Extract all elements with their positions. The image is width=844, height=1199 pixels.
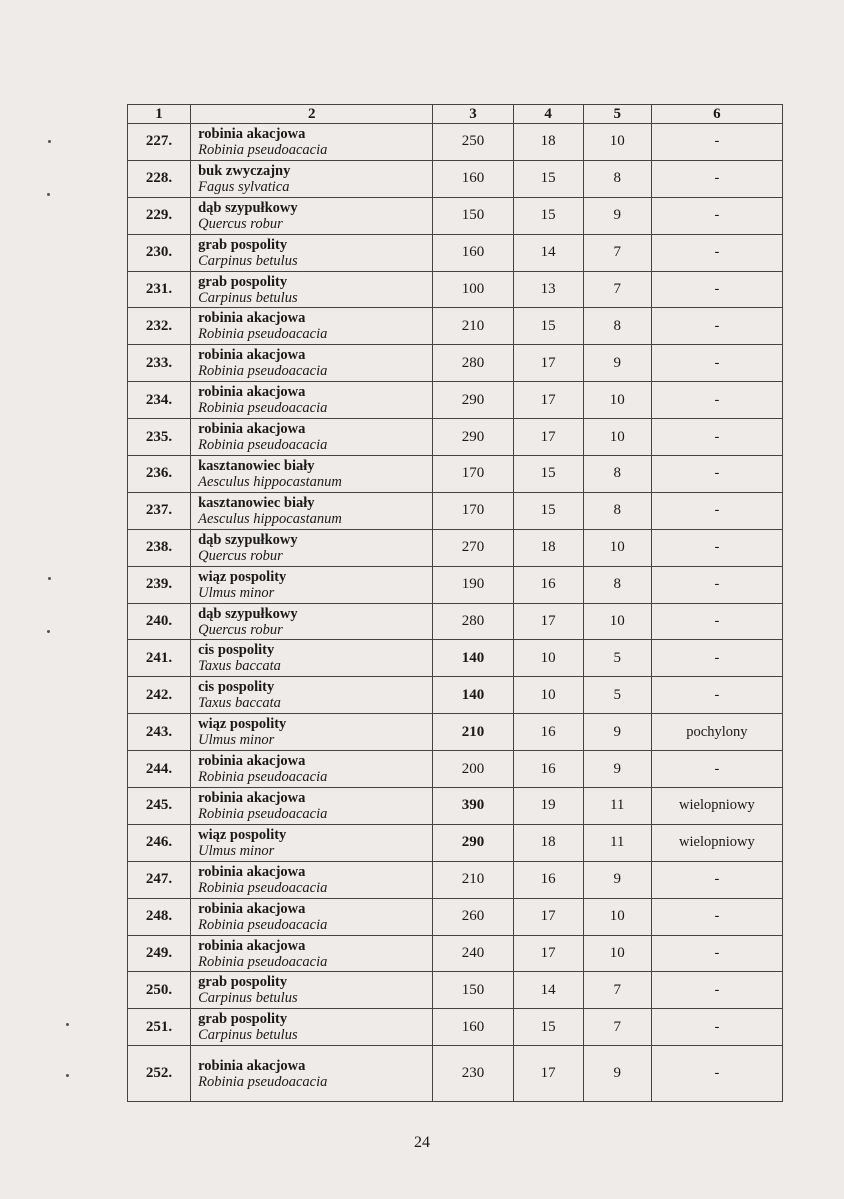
species-cell [191,824,433,861]
species-latin-name: Robinia pseudoacacia [198,879,328,896]
species-latin-name: Robinia pseudoacacia [198,916,328,933]
species-polish-name: wiąz pospolity [198,716,287,733]
value-col-4: 14 [513,234,583,271]
value-col-4: 16 [513,566,583,603]
species-latin-name: Ulmus minor [198,584,275,601]
species-polish-name: grab pospolity [198,273,288,290]
value-col-3: 150 [433,972,513,1009]
scan-speck [48,577,51,580]
species-latin-name: Taxus baccata [198,658,281,675]
value-col-5: 8 [583,308,651,345]
remarks-cell: - [651,345,782,382]
species-cell [191,308,433,345]
species-latin-name: Robinia pseudoacacia [198,326,328,343]
row-number: 247. [128,861,191,898]
species-cell [191,1046,433,1102]
value-col-5: 9 [583,861,651,898]
species-polish-name: wiąz pospolity [198,568,287,585]
remarks-cell: - [651,972,782,1009]
remarks-cell: - [651,382,782,419]
species-cell [191,640,433,677]
value-col-4: 15 [513,160,583,197]
table-row [128,898,783,935]
value-col-3: 150 [433,197,513,234]
table-row [128,197,783,234]
species-latin-name: Ulmus minor [198,842,275,859]
species-polish-name: grab pospolity [198,236,288,253]
table-row [128,603,783,640]
species-latin-name: Taxus baccata [198,695,281,712]
table-row [128,529,783,566]
species-cell [191,751,433,788]
value-col-3: 290 [433,419,513,456]
species-polish-name: robinia akacjowa [198,125,306,142]
value-col-4: 16 [513,714,583,751]
value-col-5: 5 [583,640,651,677]
species-latin-name: Fagus sylvatica [198,178,290,195]
value-col-5: 11 [583,788,651,825]
species-polish-name: dąb szypułkowy [198,605,298,622]
value-col-5: 10 [583,419,651,456]
species-latin-name: Robinia pseudoacacia [198,805,328,822]
scan-speck [47,193,50,196]
value-col-5: 7 [583,1009,651,1046]
value-col-3: 160 [433,1009,513,1046]
value-col-5: 10 [583,603,651,640]
row-number: 251. [128,1009,191,1046]
value-col-3: 140 [433,640,513,677]
table-row [128,972,783,1009]
species-latin-name: Ulmus minor [198,732,275,749]
remarks-cell: wielopniowy [651,824,782,861]
species-cell [191,124,433,161]
row-number: 233. [128,345,191,382]
table-row [128,271,783,308]
table-row [128,345,783,382]
remarks-cell: - [651,1009,782,1046]
table-row [128,382,783,419]
row-number: 229. [128,197,191,234]
value-col-5: 9 [583,197,651,234]
value-col-4: 16 [513,861,583,898]
row-number: 245. [128,788,191,825]
species-latin-name: Robinia pseudoacacia [198,769,328,786]
remarks-cell: - [651,529,782,566]
value-col-4: 17 [513,382,583,419]
species-cell [191,382,433,419]
remarks-cell: wielopniowy [651,788,782,825]
species-cell [191,529,433,566]
value-col-4: 18 [513,124,583,161]
value-col-3: 270 [433,529,513,566]
value-col-5: 7 [583,972,651,1009]
table-row [128,861,783,898]
species-polish-name: robinia akacjowa [198,421,306,438]
row-number: 238. [128,529,191,566]
value-col-5: 10 [583,124,651,161]
column-header-5: 5 [583,105,651,124]
value-col-4: 16 [513,751,583,788]
table-body [128,124,783,1102]
row-number: 240. [128,603,191,640]
species-polish-name: robinia akacjowa [198,937,306,954]
value-col-5: 10 [583,898,651,935]
species-cell [191,677,433,714]
species-cell [191,935,433,972]
table-row [128,234,783,271]
value-col-4: 15 [513,492,583,529]
value-col-4: 15 [513,456,583,493]
table-row [128,419,783,456]
species-cell [191,271,433,308]
value-col-3: 170 [433,456,513,493]
value-col-4: 19 [513,788,583,825]
page-number: 24 [414,1134,430,1151]
value-col-5: 9 [583,1046,651,1102]
table-row [128,935,783,972]
remarks-cell: - [651,677,782,714]
species-polish-name: cis pospolity [198,642,275,659]
column-header-1: 1 [128,105,191,124]
table-row [128,1009,783,1046]
column-header-4: 4 [513,105,583,124]
value-col-3: 280 [433,345,513,382]
species-cell [191,492,433,529]
value-col-3: 100 [433,271,513,308]
value-col-3: 290 [433,824,513,861]
value-col-3: 210 [433,308,513,345]
remarks-cell: - [651,935,782,972]
table-row [128,640,783,677]
value-col-5: 10 [583,529,651,566]
species-polish-name: grab pospolity [198,974,288,991]
value-col-3: 200 [433,751,513,788]
table-row [128,788,783,825]
species-polish-name: kasztanowiec biały [198,457,315,474]
column-header-6: 6 [651,105,782,124]
remarks-cell: - [651,160,782,197]
species-latin-name: Robinia pseudoacacia [198,400,328,417]
species-latin-name: Robinia pseudoacacia [198,363,328,380]
scan-speck [48,140,51,143]
value-col-4: 17 [513,1046,583,1102]
species-polish-name: robinia akacjowa [198,863,306,880]
value-col-3: 230 [433,1046,513,1102]
value-col-4: 15 [513,1009,583,1046]
species-latin-name: Aesculus hippocastanum [198,510,342,527]
value-col-5: 7 [583,271,651,308]
value-col-3: 210 [433,714,513,751]
value-col-4: 17 [513,419,583,456]
value-col-4: 10 [513,677,583,714]
species-polish-name: robinia akacjowa [198,753,306,770]
row-number: 237. [128,492,191,529]
value-col-3: 260 [433,898,513,935]
row-number: 243. [128,714,191,751]
value-col-4: 17 [513,935,583,972]
species-polish-name: robinia akacjowa [198,384,306,401]
value-col-3: 190 [433,566,513,603]
row-number: 239. [128,566,191,603]
value-col-5: 8 [583,566,651,603]
species-polish-name: robinia akacjowa [198,310,306,327]
species-polish-name: robinia akacjowa [198,789,306,806]
row-number: 249. [128,935,191,972]
row-number: 231. [128,271,191,308]
value-col-5: 9 [583,714,651,751]
value-col-5: 9 [583,751,651,788]
value-col-5: 10 [583,382,651,419]
species-latin-name: Carpinus betulus [198,289,298,306]
species-polish-name: robinia akacjowa [198,347,306,364]
species-polish-name: grab pospolity [198,1011,288,1028]
value-col-3: 390 [433,788,513,825]
species-cell [191,1009,433,1046]
value-col-4: 17 [513,898,583,935]
value-col-4: 15 [513,197,583,234]
table-row [128,714,783,751]
species-polish-name: dąb szypułkowy [198,531,298,548]
row-number: 230. [128,234,191,271]
species-latin-name: Quercus robur [198,215,283,232]
row-number: 242. [128,677,191,714]
remarks-cell: - [651,751,782,788]
remarks-cell: - [651,898,782,935]
remarks-cell: - [651,124,782,161]
row-number: 236. [128,456,191,493]
remarks-cell: - [651,640,782,677]
species-polish-name: cis pospolity [198,679,275,696]
row-number: 235. [128,419,191,456]
scan-speck [66,1074,69,1077]
remarks-cell: - [651,234,782,271]
species-cell [191,714,433,751]
value-col-3: 290 [433,382,513,419]
row-number: 250. [128,972,191,1009]
table-row [128,124,783,161]
row-number: 228. [128,160,191,197]
species-cell [191,197,433,234]
value-col-5: 8 [583,456,651,493]
table-row [128,308,783,345]
trees-table [127,104,783,1102]
row-number: 232. [128,308,191,345]
table-row [128,456,783,493]
value-col-5: 9 [583,345,651,382]
species-polish-name: buk zwyczajny [198,162,291,179]
value-col-4: 10 [513,640,583,677]
value-col-4: 14 [513,972,583,1009]
remarks-cell: - [651,1046,782,1102]
table-row [128,1046,783,1102]
remarks-cell: - [651,492,782,529]
row-number: 248. [128,898,191,935]
species-cell [191,603,433,640]
species-latin-name: Robinia pseudoacacia [198,437,328,454]
species-cell [191,419,433,456]
remarks-cell: - [651,197,782,234]
table-row [128,160,783,197]
remarks-cell: - [651,566,782,603]
remarks-cell: - [651,271,782,308]
species-latin-name: Quercus robur [198,621,283,638]
species-polish-name: wiąz pospolity [198,826,287,843]
remarks-cell: - [651,419,782,456]
scan-speck [47,630,50,633]
value-col-3: 280 [433,603,513,640]
row-number: 246. [128,824,191,861]
value-col-3: 140 [433,677,513,714]
species-polish-name: dąb szypułkowy [198,199,298,216]
value-col-5: 8 [583,160,651,197]
row-number: 244. [128,751,191,788]
value-col-4: 17 [513,345,583,382]
value-col-4: 13 [513,271,583,308]
species-latin-name: Robinia pseudoacacia [198,141,328,158]
value-col-3: 170 [433,492,513,529]
value-col-3: 240 [433,935,513,972]
value-col-3: 210 [433,861,513,898]
species-latin-name: Carpinus betulus [198,252,298,269]
scan-speck [66,1023,69,1026]
remarks-cell: - [651,308,782,345]
table-row [128,492,783,529]
remarks-cell: - [651,456,782,493]
value-col-4: 18 [513,824,583,861]
table-row [128,566,783,603]
value-col-5: 5 [583,677,651,714]
species-cell [191,788,433,825]
table-header-row [128,105,783,124]
species-cell [191,566,433,603]
table-row [128,824,783,861]
species-cell [191,972,433,1009]
species-cell [191,456,433,493]
remarks-cell: pochylony [651,714,782,751]
column-header-2: 2 [191,105,433,124]
species-cell [191,160,433,197]
species-polish-name: robinia akacjowa [198,1057,306,1074]
table-row [128,751,783,788]
value-col-3: 250 [433,124,513,161]
value-col-5: 11 [583,824,651,861]
value-col-5: 7 [583,234,651,271]
remarks-cell: - [651,603,782,640]
value-col-4: 18 [513,529,583,566]
value-col-3: 160 [433,160,513,197]
species-latin-name: Robinia pseudoacacia [198,1073,328,1090]
remarks-cell: - [651,861,782,898]
row-number: 241. [128,640,191,677]
species-cell [191,234,433,271]
value-col-3: 160 [433,234,513,271]
value-col-5: 10 [583,935,651,972]
species-polish-name: robinia akacjowa [198,900,306,917]
species-cell [191,345,433,382]
table-row [128,677,783,714]
species-latin-name: Quercus robur [198,547,283,564]
species-polish-name: kasztanowiec biały [198,494,315,511]
species-latin-name: Carpinus betulus [198,1027,298,1044]
species-cell [191,898,433,935]
row-number: 234. [128,382,191,419]
species-latin-name: Aesculus hippocastanum [198,473,342,490]
species-latin-name: Carpinus betulus [198,990,298,1007]
value-col-5: 8 [583,492,651,529]
species-latin-name: Robinia pseudoacacia [198,953,328,970]
column-header-3: 3 [433,105,513,124]
value-col-4: 17 [513,603,583,640]
row-number: 252. [128,1046,191,1102]
row-number: 227. [128,124,191,161]
value-col-4: 15 [513,308,583,345]
species-cell [191,861,433,898]
